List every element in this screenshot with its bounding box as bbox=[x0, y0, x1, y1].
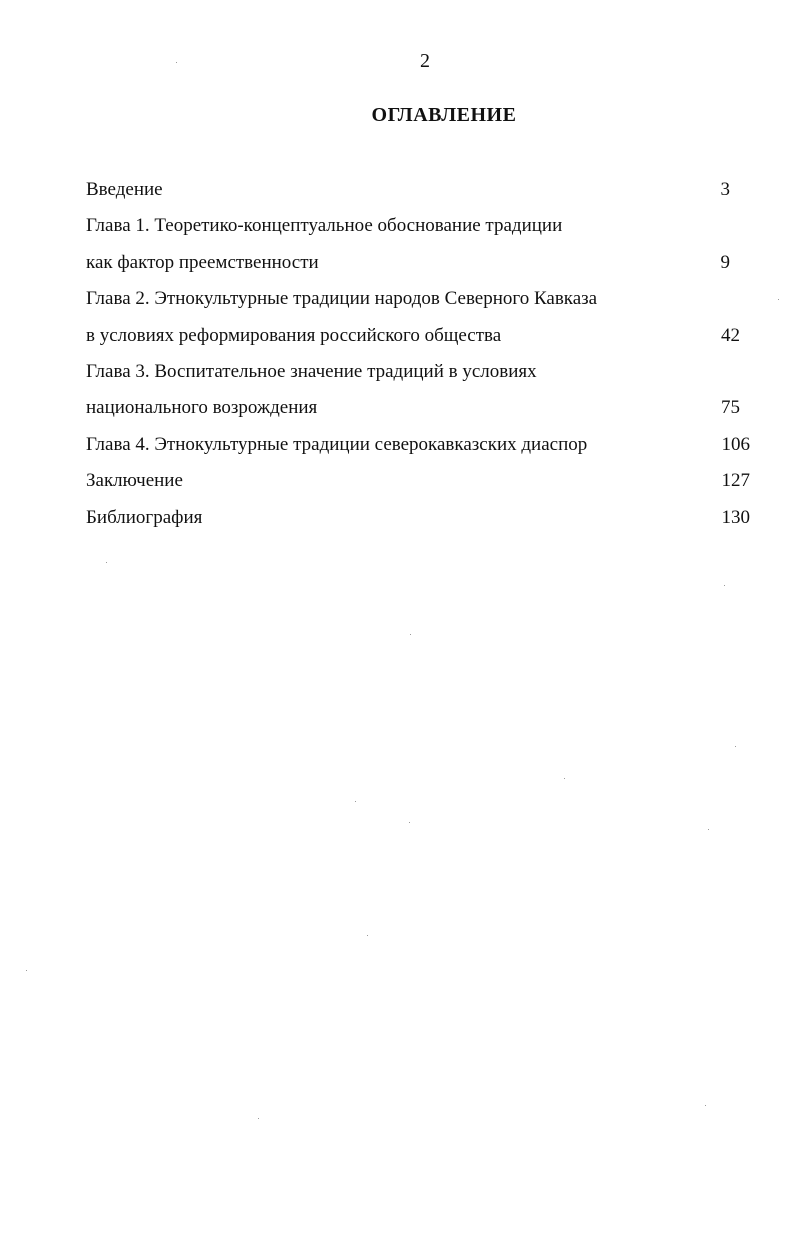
scan-speck bbox=[26, 970, 27, 971]
toc-entry-chapter2-line2 bbox=[86, 322, 750, 358]
toc-entry-chapter1-line1 bbox=[86, 212, 750, 248]
toc-entry-label: национального возрождения bbox=[86, 397, 318, 419]
page-title: ОГЛАВЛЕНИЕ bbox=[371, 104, 517, 126]
toc-entry-chapter2-line1 bbox=[86, 285, 750, 321]
toc-entry-chapter3-line2 bbox=[86, 394, 750, 430]
toc-entry-page: 75 bbox=[721, 397, 740, 419]
scan-speck bbox=[355, 801, 356, 802]
toc-entry-intro bbox=[86, 176, 750, 212]
toc-entry-chapter3-line1 bbox=[86, 358, 750, 394]
toc-entry-page: 127 bbox=[721, 470, 750, 492]
scan-speck bbox=[106, 562, 107, 563]
scan-speck bbox=[258, 1118, 259, 1119]
scan-speck bbox=[564, 778, 565, 779]
scan-speck bbox=[705, 1105, 706, 1106]
toc-entry-page: 3 bbox=[720, 179, 730, 200]
toc-entry-label: в условиях реформирования российского общества bbox=[86, 324, 502, 346]
toc-entry-label: Глава 1. Теоретико-концептуальное обоснование традиции bbox=[86, 215, 563, 237]
scan-speck bbox=[735, 746, 736, 747]
toc-entry-page: 106 bbox=[721, 433, 750, 455]
scan-speck bbox=[409, 822, 410, 823]
toc-entry-page: 42 bbox=[721, 324, 740, 346]
scan-speck bbox=[724, 585, 725, 586]
scan-speck bbox=[410, 634, 411, 635]
toc-entry-chapter4 bbox=[86, 431, 750, 467]
toc-entry-label: как фактор преемственности bbox=[86, 251, 319, 273]
scan-speck bbox=[367, 935, 368, 936]
scan-speck bbox=[708, 829, 709, 830]
toc-entry-chapter1-line2 bbox=[86, 249, 750, 285]
toc-entry-page: 130 bbox=[721, 506, 750, 528]
toc-entry-bibliography bbox=[86, 504, 750, 540]
page-number: 2 bbox=[420, 50, 430, 72]
toc-entry-label: Введение bbox=[86, 179, 163, 200]
toc-entry-label: Заключение bbox=[86, 470, 183, 492]
toc-entry-label: Библиография bbox=[86, 506, 203, 528]
scan-speck bbox=[778, 299, 779, 300]
toc-entry-label: Глава 2. Этнокультурные традиции народов Северного Кавказа bbox=[86, 288, 598, 310]
scan-speck bbox=[176, 62, 177, 63]
toc-entry-conclusion bbox=[86, 467, 750, 503]
toc-entry-label: Глава 4. Этнокультурные традиции северокавказских диаспор bbox=[86, 433, 588, 455]
toc-entry-page: 9 bbox=[720, 251, 730, 273]
toc-entry-label: Глава 3. Воспитательное значение традиций в условиях bbox=[86, 360, 537, 382]
table-of-contents bbox=[86, 176, 750, 540]
